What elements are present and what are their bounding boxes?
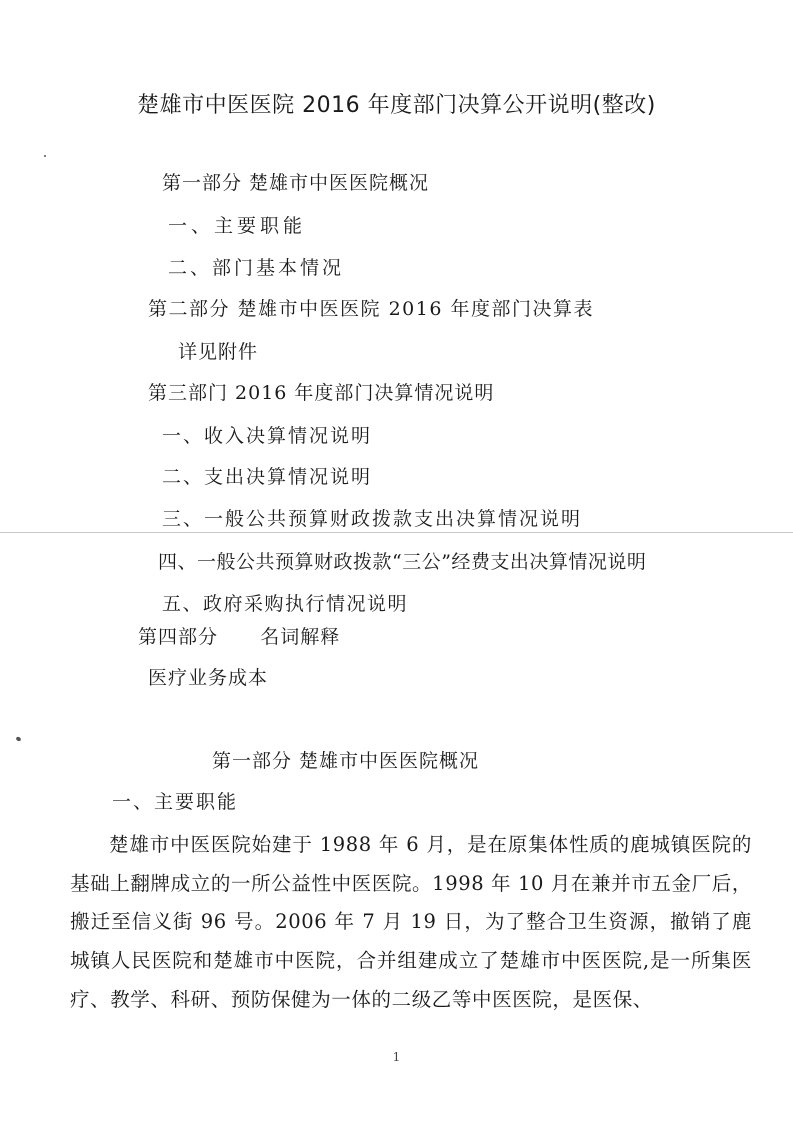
toc-part1-item2: 二、部门基本情况 — [168, 257, 345, 279]
document-title: 楚雄市中医医院 2016 年度部门决算公开说明(整改) — [137, 93, 656, 118]
section-subheading: 一、主要职能 — [112, 791, 239, 813]
toc-part4: 第四部分 名词解释 — [138, 626, 341, 648]
toc-part3: 第三部门 2016 年度部门决算情况说明 — [148, 382, 495, 404]
toc-part1-item1: 一、主要职能 — [168, 215, 307, 237]
page-number: 1 — [392, 1050, 401, 1064]
toc-part4-item1: 医疗业务成本 — [148, 667, 269, 689]
scan-speck — [15, 736, 21, 742]
toc-part3-item5: 五、政府采购执行情况说明 — [162, 593, 409, 615]
section-heading: 第一部分 楚雄市中医医院概况 — [212, 750, 480, 772]
toc-part3-item2: 二、支出决算情况说明 — [162, 466, 373, 488]
toc-part2-note: 详见附件 — [178, 341, 259, 363]
scan-speck — [44, 155, 46, 157]
toc-part3-item4: 四、一般公共预算财政拨款“三公”经费支出决算情况说明 — [158, 551, 647, 573]
scan-divider — [0, 532, 793, 533]
toc-part3-item3: 三、一般公共预算财政拨款支出决算情况说明 — [162, 508, 583, 530]
toc-part3-item1: 一、收入决算情况说明 — [162, 425, 373, 447]
toc-part1: 第一部分 楚雄市中医医院概况 — [162, 172, 430, 194]
body-paragraph — [70, 826, 752, 1020]
toc-part2: 第二部分 楚雄市中医医院 2016 年度部门决算表 — [148, 298, 594, 320]
paragraph-text: 楚雄市中医医院始建于 1988 年 6 月，是在原集体性质的鹿城镇医院的基础上翻牌成立的一所公益性中医医院。1998 年 10 月在兼并市五金厂后，搬迁至信义街 96 号。2006 年 7 月 19 日，为了整合卫生资源，撤销了鹿城镇人民医院和楚雄市中医院，合并组建成立了楚雄市中医医院,是一所集医疗、教学、科研、预防保健为一体的二级乙等中医医院，是医保、 — [70, 833, 752, 1011]
